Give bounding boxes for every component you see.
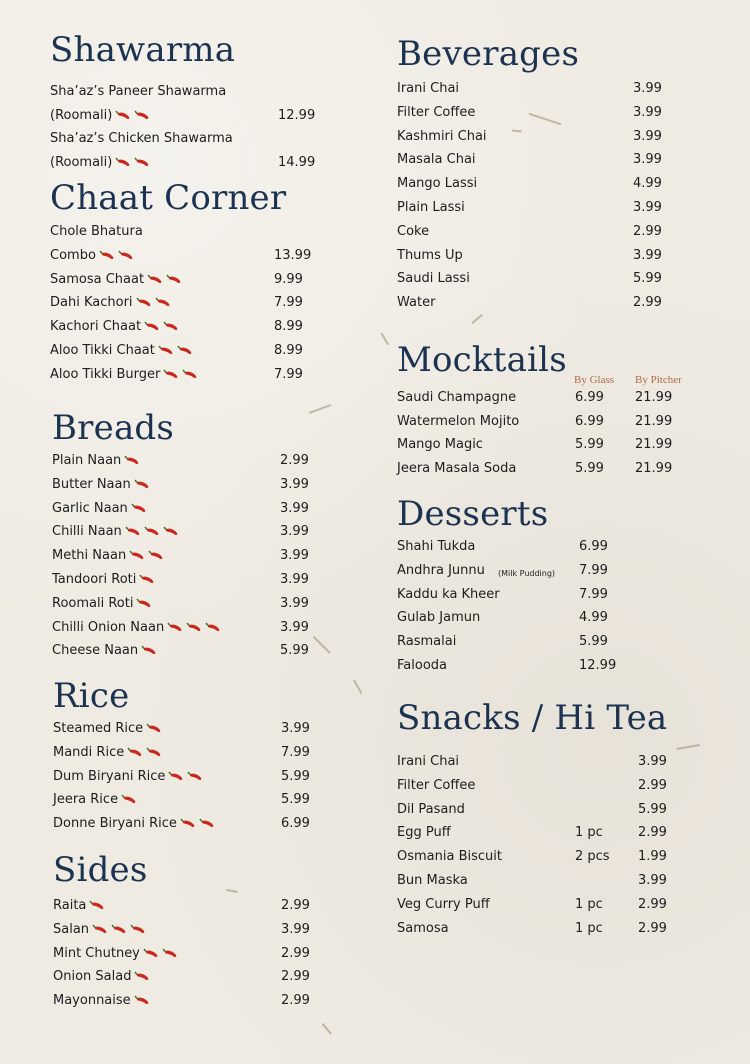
item-name: Combo xyxy=(50,248,134,264)
item-name: Mango Magic xyxy=(397,437,483,452)
item-price-pitcher: 21.99 xyxy=(635,460,673,476)
item-price: 12.99 xyxy=(278,107,316,123)
item-price: 2.99 xyxy=(633,295,662,311)
chili-pepper-icon xyxy=(143,948,159,959)
item-price: 2.99 xyxy=(281,898,310,913)
item-price: 7.99 xyxy=(274,295,303,311)
chili-pepper-icon xyxy=(148,550,164,561)
item-name: Irani Chai xyxy=(397,754,460,769)
chili-pepper-icon xyxy=(144,321,160,332)
chili-pepper-icon xyxy=(89,900,105,911)
item-price: 13.99 xyxy=(274,247,312,263)
item-name: Chilli Naan xyxy=(52,524,179,540)
chili-pepper-icon xyxy=(121,794,137,805)
item-name: Plain Lassi xyxy=(397,200,465,215)
item-name: Sha’az’s Chicken Shawarma xyxy=(50,131,233,146)
item-name: Irani Chai xyxy=(397,81,460,96)
item-price-pitcher: 21.99 xyxy=(635,437,673,452)
chili-pepper-icon xyxy=(199,818,215,829)
chili-pepper-icon xyxy=(124,455,140,466)
paper-fleck xyxy=(353,679,362,694)
item-price: 5.99 xyxy=(633,271,662,287)
item-price: 3.99 xyxy=(280,595,309,611)
item-price: 7.99 xyxy=(579,586,608,602)
chili-pepper-icon xyxy=(163,321,179,332)
item-price: 5.99 xyxy=(579,634,608,650)
item-price: 3.99 xyxy=(280,476,309,492)
item-price: 3.99 xyxy=(633,152,662,168)
item-name: Plain Naan xyxy=(52,453,140,469)
chili-pepper-icon xyxy=(163,526,179,537)
chili-pepper-icon xyxy=(125,526,141,537)
item-name: Kachori Chaat xyxy=(50,319,179,335)
item-price: 2.99 xyxy=(280,453,309,468)
paper-fleck xyxy=(676,744,700,750)
item-qty: 1 pc xyxy=(575,896,603,912)
item-name: Dil Pasand xyxy=(397,801,465,817)
chili-pepper-icon xyxy=(118,250,134,261)
chili-pepper-icon xyxy=(134,995,150,1006)
chili-pepper-icon xyxy=(187,771,203,782)
item-price: 2.99 xyxy=(638,777,667,793)
chili-pepper-icon xyxy=(127,747,143,758)
paper-fleck xyxy=(322,1023,332,1035)
item-price-glass: 6.99 xyxy=(575,413,604,429)
chili-pepper-icon xyxy=(134,157,150,168)
item-name: Tandoori Roti xyxy=(52,572,155,588)
item-price: 2.99 xyxy=(638,825,667,841)
item-price: 8.99 xyxy=(274,343,303,358)
item-name: Salan xyxy=(53,922,146,938)
section-title: Snacks / Hi Tea xyxy=(397,698,668,738)
item-name: Mint Chutney xyxy=(53,946,178,962)
section-title: Shawarma xyxy=(50,30,236,70)
chili-pepper-icon xyxy=(92,924,108,935)
item-name: Filter Coffee xyxy=(397,777,476,793)
section-title: Rice xyxy=(53,676,130,716)
chili-pepper-icon xyxy=(182,369,198,380)
paper-fleck xyxy=(471,314,483,324)
item-name: Shahi Tukda xyxy=(397,539,476,554)
item-price: 3.99 xyxy=(633,81,662,96)
section-title: Desserts xyxy=(397,494,549,534)
item-price: 2.99 xyxy=(638,896,667,912)
item-name: Water xyxy=(397,295,436,311)
item-qty: 1 pc xyxy=(575,825,603,841)
item-price: 6.99 xyxy=(281,816,310,832)
item-price: 7.99 xyxy=(274,366,303,382)
item-price: 1.99 xyxy=(638,849,667,865)
shawarma-section xyxy=(50,30,320,170)
sides-section xyxy=(53,850,323,1009)
chili-pepper-icon xyxy=(131,503,147,514)
item-price: 3.99 xyxy=(281,721,310,736)
paper-fleck xyxy=(313,636,331,654)
chaat-corner-section xyxy=(50,178,320,382)
chili-pepper-icon xyxy=(166,274,182,285)
item-name: Garlic Naan xyxy=(52,501,147,517)
item-price: 2.99 xyxy=(281,945,310,961)
chili-pepper-icon xyxy=(162,948,178,959)
chili-pepper-icon xyxy=(158,345,174,356)
column-header-by-glass: By Glass xyxy=(574,374,615,386)
item-name: Rasmalai xyxy=(397,634,457,650)
chili-pepper-icon xyxy=(115,157,131,168)
item-price: 3.99 xyxy=(280,572,309,587)
item-price: 4.99 xyxy=(633,176,662,192)
chili-pepper-icon xyxy=(141,645,157,656)
chili-pepper-icon xyxy=(134,971,150,982)
item-name: Sha’az’s Paneer Shawarma xyxy=(50,84,227,99)
column-header-by-pitcher: By Pitcher xyxy=(635,374,682,386)
item-name: Mayonnaise xyxy=(53,993,150,1009)
item-name: Mandi Rice xyxy=(53,745,162,761)
item-price: 5.99 xyxy=(638,801,667,817)
item-qty: 2 pcs xyxy=(575,849,610,865)
item-price: 3.99 xyxy=(281,921,310,937)
chili-pepper-icon xyxy=(147,274,163,285)
item-name: Saudi Lassi xyxy=(397,271,470,287)
item-price: 9.99 xyxy=(274,271,303,287)
chili-pepper-icon xyxy=(167,622,183,633)
item-price: 3.99 xyxy=(633,247,662,263)
item-price: 3.99 xyxy=(280,524,309,540)
item-price: 3.99 xyxy=(280,619,309,635)
item-name: Filter Coffee xyxy=(397,104,476,120)
item-name: Bun Maska xyxy=(397,873,468,888)
item-name: Dum Biryani Rice xyxy=(53,769,203,785)
item-name: Aloo Tikki Burger xyxy=(50,367,198,383)
item-price-glass: 5.99 xyxy=(575,460,604,476)
chili-pepper-icon xyxy=(139,574,155,585)
item-price: 12.99 xyxy=(579,658,617,673)
item-price: 8.99 xyxy=(274,319,303,335)
item-name: (Roomali) xyxy=(50,155,150,171)
item-price: 7.99 xyxy=(579,562,608,578)
chili-pepper-icon xyxy=(129,550,145,561)
item-name: Cheese Naan xyxy=(52,643,157,659)
item-name: Roomali Roti xyxy=(52,596,152,612)
item-price: 5.99 xyxy=(281,792,310,808)
item-name: Andhra Junnu xyxy=(397,562,485,578)
item-name: Watermelon Mojito xyxy=(397,413,520,429)
item-price: 7.99 xyxy=(281,744,310,760)
section-title: Breads xyxy=(52,408,175,448)
chili-pepper-icon xyxy=(111,924,127,935)
item-name: Donne Biryani Rice xyxy=(53,816,215,832)
item-name: Jeera Masala Soda xyxy=(397,460,517,476)
item-name: Methi Naan xyxy=(52,548,164,564)
chili-pepper-icon xyxy=(177,345,193,356)
mocktails-section xyxy=(397,340,697,476)
chili-pepper-icon xyxy=(163,369,179,380)
item-price: 2.99 xyxy=(281,993,310,1009)
item-name: Coke xyxy=(397,223,430,239)
item-price: 3.99 xyxy=(638,873,667,888)
section-title: Sides xyxy=(53,850,148,890)
item-qty: 1 pc xyxy=(575,920,603,936)
item-price: 6.99 xyxy=(579,539,608,554)
item-name: Osmania Biscuit xyxy=(397,849,502,865)
breads-section xyxy=(52,408,322,659)
item-name: Kashmiri Chai xyxy=(397,128,487,144)
item-name: Jeera Rice xyxy=(53,792,137,808)
item-name: Egg Puff xyxy=(397,825,451,841)
chili-pepper-icon xyxy=(168,771,184,782)
chili-pepper-icon xyxy=(99,250,115,261)
item-price: 3.99 xyxy=(633,200,662,215)
chili-pepper-icon xyxy=(144,526,160,537)
rice-section xyxy=(53,676,323,832)
section-title: Beverages xyxy=(397,34,580,74)
item-price: 5.99 xyxy=(280,643,309,659)
paper-fleck xyxy=(529,113,562,125)
item-name: Aloo Tikki Chaat xyxy=(50,343,193,359)
item-price: 2.99 xyxy=(281,969,310,985)
item-note: (Milk Pudding) xyxy=(498,568,556,578)
item-price: 4.99 xyxy=(579,610,608,626)
item-name: Steamed Rice xyxy=(53,721,162,737)
chili-pepper-icon xyxy=(146,747,162,758)
item-name: Onion Salad xyxy=(53,969,150,985)
item-name: Raita xyxy=(53,898,105,914)
paper-fleck xyxy=(512,130,522,132)
item-price: 3.99 xyxy=(280,500,309,516)
item-price: 3.99 xyxy=(633,104,662,120)
beverages-section xyxy=(397,34,697,311)
item-name: Falooda xyxy=(397,658,447,673)
chili-pepper-icon xyxy=(134,110,150,121)
item-price: 3.99 xyxy=(280,548,309,564)
section-title: Mocktails xyxy=(397,340,567,380)
item-price: 5.99 xyxy=(281,768,310,784)
chili-pepper-icon xyxy=(134,479,150,490)
item-price-pitcher: 21.99 xyxy=(635,413,673,429)
chili-pepper-icon xyxy=(186,622,202,633)
chili-pepper-icon xyxy=(136,297,152,308)
item-name: Masala Chai xyxy=(397,152,476,168)
item-price-pitcher: 21.99 xyxy=(635,390,673,405)
chili-pepper-icon xyxy=(155,297,171,308)
snacks-hi-tea-section xyxy=(397,698,697,936)
item-name: Kaddu ka Kheer xyxy=(397,586,500,602)
item-price: 2.99 xyxy=(638,920,667,936)
item-price-glass: 6.99 xyxy=(575,390,604,405)
item-name: Mango Lassi xyxy=(397,176,478,192)
item-name: Samosa xyxy=(397,920,449,936)
chili-pepper-icon xyxy=(115,110,131,121)
chili-pepper-icon xyxy=(180,818,196,829)
item-price: 3.99 xyxy=(633,128,662,144)
item-price: 3.99 xyxy=(638,754,667,769)
item-name: Thums Up xyxy=(397,247,463,263)
chili-pepper-icon xyxy=(146,723,162,734)
item-name: Dahi Kachori xyxy=(50,295,171,311)
section-title: Chaat Corner xyxy=(50,178,287,218)
item-price-glass: 5.99 xyxy=(575,437,604,452)
item-name: Chilli Onion Naan xyxy=(52,620,221,636)
item-name: (Roomali) xyxy=(50,108,150,124)
item-name: Saudi Champagne xyxy=(397,390,517,405)
item-price: 2.99 xyxy=(633,223,662,239)
item-name: Butter Naan xyxy=(52,477,150,493)
item-name: Veg Curry Puff xyxy=(397,896,490,912)
chili-pepper-icon xyxy=(130,924,146,935)
chili-pepper-icon xyxy=(136,598,152,609)
item-name: Chole Bhatura xyxy=(50,224,143,239)
item-name: Samosa Chaat xyxy=(50,272,182,288)
chili-pepper-icon xyxy=(205,622,221,633)
item-price: 14.99 xyxy=(278,154,316,170)
paper-fleck xyxy=(381,332,389,345)
item-name: Gulab Jamun xyxy=(397,610,481,626)
desserts-section xyxy=(397,494,697,673)
